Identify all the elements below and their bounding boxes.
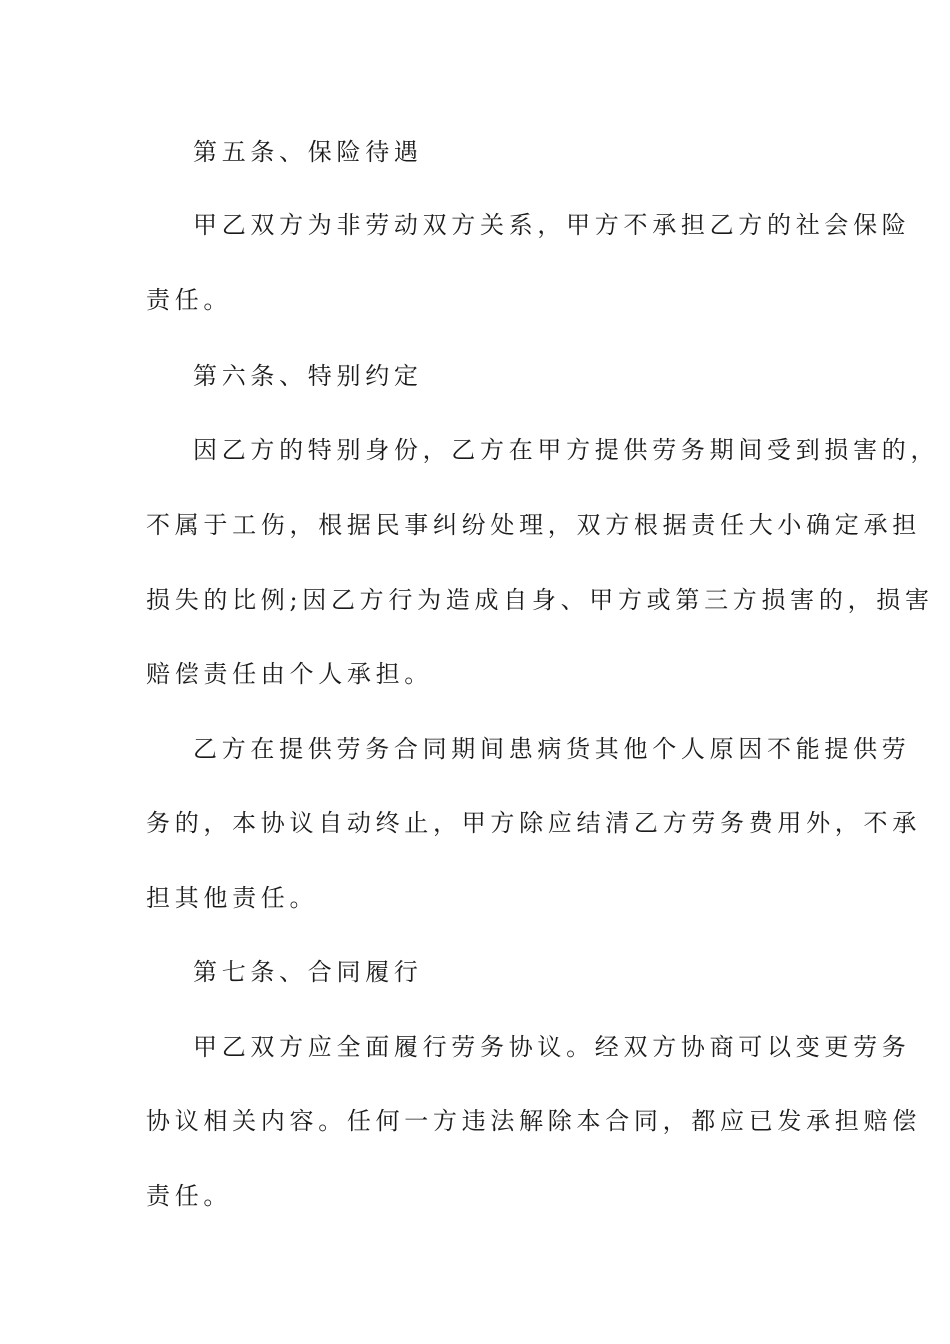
paragraph-line: 甲乙双方应全面履行劳务协议。经双方协商可以变更劳务 [193, 1033, 911, 1061]
paragraph-line: 责任。 [146, 286, 233, 314]
paragraph-line: 因乙方的特别身份，乙方在甲方提供劳务期间受到损害的， [193, 436, 940, 464]
paragraph-line: 责任。 [146, 1182, 233, 1210]
paragraph-line: 赔偿责任由个人承担。 [146, 660, 433, 688]
paragraph-line: 甲乙双方为非劳动双方关系，甲方不承担乙方的社会保险 [193, 211, 911, 239]
article-6-heading: 第六条、特别约定 [193, 362, 423, 390]
paragraph-line: 务的，本协议自动终止，甲方除应结清乙方劳务费用外，不承 [146, 809, 921, 837]
paragraph-line: 担其他责任。 [146, 884, 319, 912]
paragraph-line: 乙方在提供劳务合同期间患病货其他个人原因不能提供劳 [193, 735, 911, 763]
paragraph-line: 损失的比例;因乙方行为造成自身、甲方或第三方损害的，损害 [146, 586, 934, 614]
article-7-heading: 第七条、合同履行 [193, 958, 423, 986]
paragraph-line: 不属于工伤，根据民事纠纷处理，双方根据责任大小确定承担 [146, 511, 921, 539]
paragraph-line: 协议相关内容。任何一方违法解除本合同，都应已发承担赔偿 [146, 1107, 921, 1135]
article-5-heading: 第五条、保险待遇 [193, 138, 423, 166]
